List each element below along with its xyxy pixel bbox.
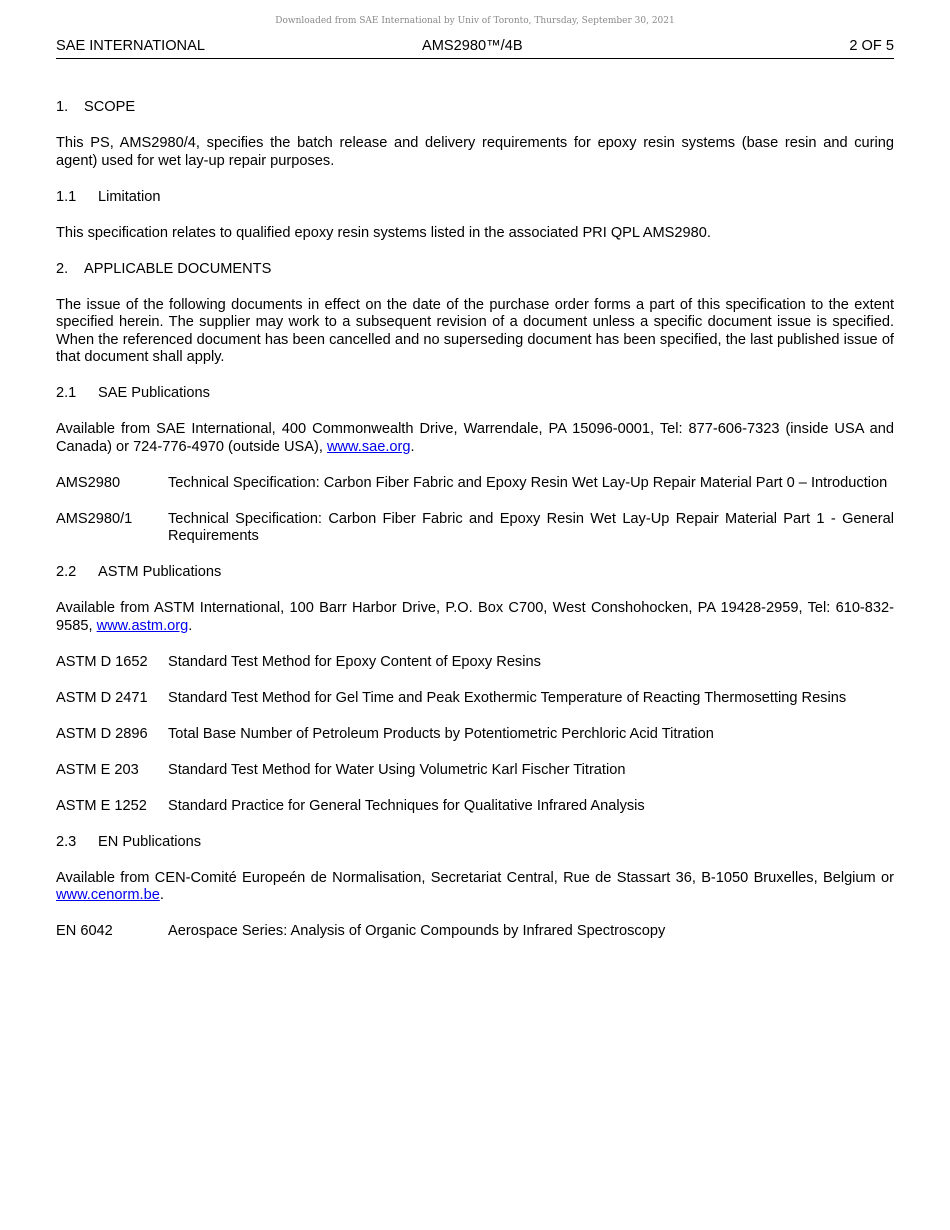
- section-heading-applicable-documents: [56, 261, 894, 279]
- reference-title: Technical Specification: Carbon Fiber Fabric and Epoxy Resin Wet Lay-Up Repair Material Part 1 - General Requirements: [168, 510, 894, 544]
- applicable-documents-paragraph: The issue of the following documents in effect on the date of the purchase order forms a part of this specification to the extent specified herein. The supplier may work to a subsequent revision of a document unless a specific document issue is specified. When the referenced document has been cancelled and no superseding document has been specified, the last published issue of that document shall apply.: [56, 296, 894, 365]
- sae-availability-paragraph: [56, 421, 894, 456]
- reference-title: Standard Practice for General Techniques for Qualitative Infrared Analysis: [168, 797, 645, 814]
- section-number: 2.: [56, 260, 69, 277]
- sae-website-link[interactable]: www.sae.org: [326, 438, 411, 455]
- reference-entry: [56, 923, 894, 941]
- section-title: EN Publications: [98, 833, 202, 850]
- cenorm-website-link[interactable]: www.cenorm.be: [56, 887, 160, 903]
- section-heading-en-publications: [56, 834, 894, 852]
- reference-entry: [56, 726, 894, 744]
- section-title: SAE Publications: [98, 385, 210, 401]
- section-title: Limitation: [98, 188, 161, 205]
- section-number: 1.1: [56, 188, 77, 205]
- reference-entry: [56, 690, 894, 708]
- sentence-period: .: [410, 438, 415, 455]
- section-heading-limitation: [56, 189, 894, 207]
- header-document-id: AMS2980™/4B: [422, 38, 523, 54]
- reference-code: ASTM D 2896: [56, 725, 148, 742]
- section-number: 1.: [56, 99, 69, 115]
- reference-entry: [56, 475, 894, 493]
- limitation-paragraph: This specification relates to qualified epoxy resin systems listed in the associated PRI QPL AMS2980.: [56, 224, 711, 241]
- reference-code: ASTM D 1652: [56, 653, 148, 670]
- section-heading-astm-publications: [56, 564, 894, 582]
- section-title: APPLICABLE DOCUMENTS: [84, 260, 272, 277]
- section-number: 2.2: [56, 564, 77, 580]
- astm-website-link[interactable]: www.astm.org: [96, 617, 189, 634]
- sentence-period: .: [188, 617, 193, 634]
- reference-code: ASTM E 1252: [56, 797, 147, 814]
- reference-code: ASTM E 203: [56, 761, 139, 778]
- reference-code: EN 6042: [56, 923, 113, 939]
- en-availability-paragraph: [56, 870, 894, 905]
- reference-title: Standard Test Method for Epoxy Content of Epoxy Resins: [168, 653, 541, 670]
- reference-entry: [56, 511, 894, 546]
- header-organization: SAE INTERNATIONAL: [56, 38, 205, 54]
- scope-paragraph: This PS, AMS2980/4, specifies the batch release and delivery requirements for epoxy resin systems (base resin and curing agent) used for wet lay-up repair purposes.: [56, 135, 894, 169]
- sae-availability-text: Available from SAE International, 400 Commonwealth Drive, Warrendale, PA 15096-0001, Tel: 877-606-7323 (inside USA and Canada) or 724-776-4970 (outside USA),: [56, 421, 894, 455]
- page-header: [56, 38, 894, 59]
- download-watermark: Downloaded from SAE International by Univ of Toronto, Thursday, September 30, 2021: [275, 16, 675, 26]
- reference-code: ASTM D 2471: [56, 689, 148, 706]
- header-page-number: 2 OF 5: [849, 38, 894, 54]
- section-number: 2.3: [56, 833, 77, 850]
- en-availability-text: Available from CEN-Comité Europeén de Normalisation, Secretariat Central, Rue de Stassart 36, B-1050 Bruxelles, Belgium or: [56, 869, 894, 886]
- reference-code: AMS2980: [56, 474, 121, 491]
- reference-title: Technical Specification: Carbon Fiber Fabric and Epoxy Resin Wet Lay-Up Repair Material Part 0 – Introduction: [168, 474, 888, 491]
- section-number: 2.1: [56, 385, 77, 401]
- reference-title: Total Base Number of Petroleum Products by Potentiometric Perchloric Acid Titration: [168, 725, 714, 742]
- reference-entry: [56, 762, 894, 780]
- sentence-period: .: [159, 887, 164, 903]
- section-title: ASTM Publications: [98, 564, 222, 580]
- section-title: SCOPE: [84, 99, 136, 115]
- reference-title: Standard Test Method for Gel Time and Peak Exothermic Temperature of Reacting Thermosetting Resins: [168, 689, 847, 706]
- reference-title: Aerospace Series: Analysis of Organic Compounds by Infrared Spectroscopy: [168, 923, 666, 939]
- astm-availability-text: Available from ASTM International, 100 Barr Harbor Drive, P.O. Box C700, West Conshohocken, PA 19428-2959, Tel: 610-832-9585,: [56, 600, 894, 634]
- reference-code: AMS2980/1: [56, 510, 133, 527]
- reference-entry: [56, 654, 894, 672]
- section-heading-sae-publications: [56, 385, 894, 403]
- section-heading-scope: [56, 99, 894, 117]
- document-body: [56, 99, 894, 959]
- reference-title: Standard Test Method for Water Using Volumetric Karl Fischer Titration: [168, 761, 626, 778]
- reference-entry: [56, 798, 894, 816]
- astm-availability-paragraph: [56, 600, 894, 635]
